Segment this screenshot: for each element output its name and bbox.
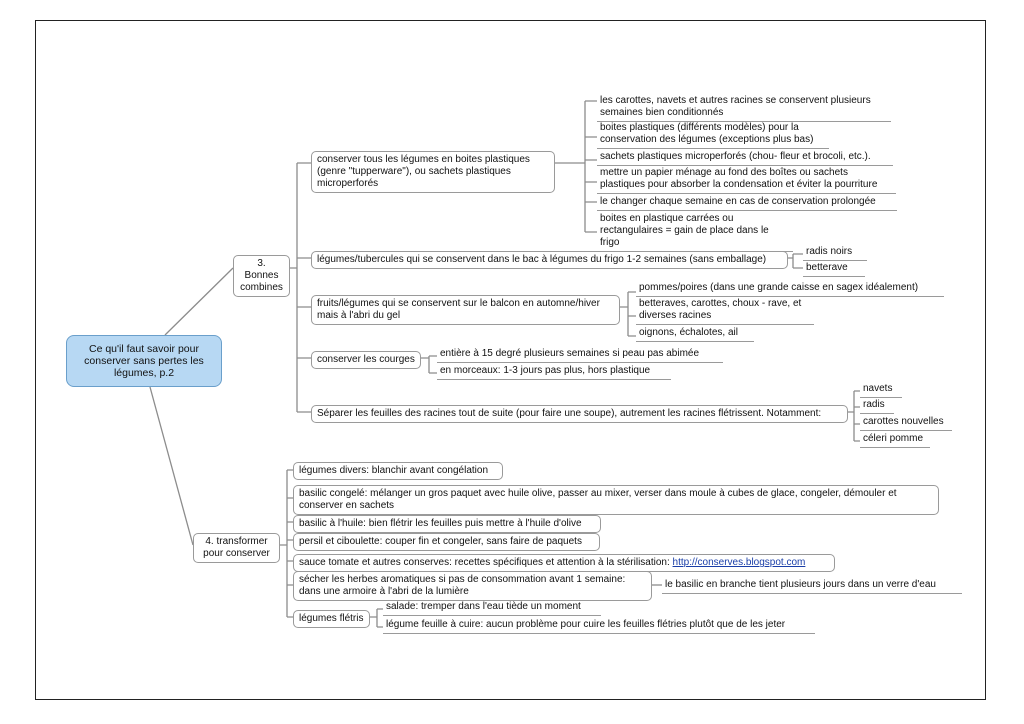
storage-item-5[interactable]: le changer chaque semaine en cas de conservation prolongée (597, 195, 897, 211)
sauce-text: sauce tomate et autres conserves: recettes spécifiques et attention à la stérilisation: (299, 557, 673, 568)
topic-persil[interactable]: persil et ciboulette: couper fin et congeler, sans faire de paquets (293, 533, 600, 551)
topic-balcony[interactable]: fruits/légumes qui se conservent sur le balcon en automne/hiver mais à l'abri du gel (311, 295, 620, 325)
fletris-item-salade[interactable]: salade: tremper dans l'eau tiède un moment (383, 600, 601, 616)
balcony-item-oignons[interactable]: oignons, échalotes, ail (636, 326, 754, 342)
topic-legumes-fletris[interactable]: légumes flétris (293, 610, 370, 628)
secher-item-basilic-branche[interactable]: le basilic en branche tient plusieurs jours dans un verre d'eau (662, 578, 962, 594)
fridge-item-betterave[interactable]: betterave (803, 261, 865, 277)
topic-basilic-huile[interactable]: basilic à l'huile: bien flétrir les feuilles puis mettre à l'huile d'olive (293, 515, 601, 533)
balcony-item-pommes[interactable]: pommes/poires (dans une grande caisse en sagex idéalement) (636, 281, 944, 297)
branch-transformer[interactable]: 4. transformer pour conserver (193, 533, 280, 563)
storage-item-4[interactable]: mettre un papier ménage au fond des boîtes ou sachets plastiques pour absorber la condensation et éviter la pourriture (597, 166, 896, 194)
balcony-item-betteraves[interactable]: betteraves, carottes, choux - rave, et diverses racines (636, 297, 814, 325)
fridge-item-radis-noirs[interactable]: radis noirs (803, 245, 867, 261)
root-topic[interactable]: Ce qu'il faut savoir pour conserver sans pertes les légumes, p.2 (66, 335, 222, 387)
storage-item-3[interactable]: sachets plastiques microperforés (chou- fleur et brocoli, etc.). (597, 150, 893, 166)
topic-sauce-tomate[interactable] (293, 554, 835, 572)
topic-storage[interactable]: conserver tous les légumes en boites plastiques (genre "tupperware"), ou sachets plastiques microperforés (311, 151, 555, 193)
topic-squash[interactable]: conserver les courges (311, 351, 421, 369)
conserves-link[interactable]: http://conserves.blogspot.com (672, 557, 806, 568)
squash-item-entiere[interactable]: entière à 15 degré plusieurs semaines si peau pas abimée (437, 347, 723, 363)
topic-leaves[interactable]: Séparer les feuilles des racines tout de suite (pour faire une soupe), autrement les racines flétrissent. Notamment: (311, 405, 848, 423)
branch-bonnes-combines[interactable]: 3. Bonnes combines (233, 255, 290, 297)
leaves-item-navets[interactable]: navets (860, 382, 902, 398)
fletris-item-legume-feuille[interactable]: légume feuille à cuire: aucun problème pour cuire les feuilles flétries plutôt que de les jeter (383, 618, 815, 634)
leaves-item-radis[interactable]: radis (860, 398, 894, 414)
topic-legumes-divers[interactable]: légumes divers: blanchir avant congélation (293, 462, 503, 480)
storage-item-2[interactable]: boites plastiques (différents modèles) pour la conservation des légumes (exceptions plus bas) (597, 121, 829, 149)
leaves-item-celeri[interactable]: céleri pomme (860, 432, 930, 448)
topic-secher-herbes[interactable]: sécher les herbes aromatiques si pas de consommation avant 1 semaine: dans une armoire à l'abri de la lumière (293, 571, 652, 601)
leaves-item-carottes[interactable]: carottes nouvelles (860, 415, 952, 431)
topic-fridge[interactable]: légumes/tubercules qui se conservent dans le bac à légumes du frigo 1-2 semaines (sans emballage) (311, 251, 788, 269)
storage-item-1[interactable]: les carottes, navets et autres racines se conservent plusieurs semaines bien conditionnés (597, 94, 891, 122)
topic-basilic-congele[interactable]: basilic congelé: mélanger un gros paquet avec huile olive, passer au mixer, verser dans moule à cubes de glace, congeler, démouler et conserver en sachets (293, 485, 939, 515)
squash-item-morceaux[interactable]: en morceaux: 1-3 jours pas plus, hors plastique (437, 364, 671, 380)
storage-item-6[interactable]: boites en plastique carrées ou rectangulaires = gain de place dans le frigo (597, 212, 793, 252)
